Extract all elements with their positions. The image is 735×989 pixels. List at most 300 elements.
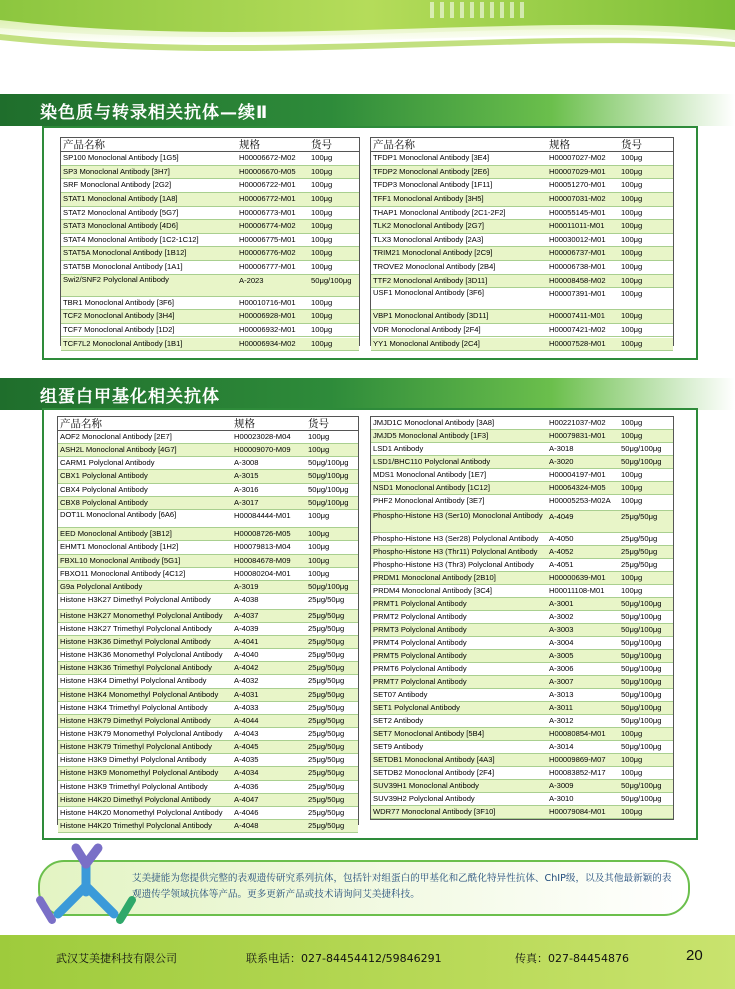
product-name: Phospho-Histone H3 (Thr3) Polyclonal Antibody bbox=[373, 559, 534, 569]
product-name: LSD1/BHC110 Polyclonal Antibody bbox=[373, 457, 491, 466]
table-row bbox=[371, 234, 673, 248]
catalog-no: 25μg/50μg bbox=[308, 610, 345, 620]
catalog-no: 25μg/50μg bbox=[308, 807, 345, 817]
spec: A-4045 bbox=[234, 742, 259, 752]
spec: A-3008 bbox=[234, 458, 259, 468]
spec: H00084678-M09 bbox=[234, 555, 291, 565]
table-row bbox=[61, 220, 359, 234]
spec: H00007411-M01 bbox=[549, 311, 606, 321]
product-name: JMJD1C Monoclonal Antibody [3A8] bbox=[373, 418, 495, 427]
table-row bbox=[371, 611, 673, 624]
product-name: TTF2 Monoclonal Antibody [3D11] bbox=[373, 275, 488, 285]
catalog-no: 50μg/100μg bbox=[308, 484, 349, 494]
spec: H00006722-M01 bbox=[239, 180, 296, 190]
product-name: Histone H3K79 Monomethyl Polyclonal Antibody bbox=[60, 728, 223, 738]
notice-text: 艾美捷能为您提供完整的表观遗传研究系列抗体，包括针对组蛋白的甲基化和乙酰化特异性抗体、ChIP级，以及其他最新颖的表观遗传学领域抗体等产品。更多更新产品或技术请询问艾美捷科技。 bbox=[132, 873, 672, 900]
catalog-no: 100μg bbox=[311, 338, 333, 348]
spec: H00030012-M01 bbox=[549, 234, 606, 244]
catalog-no: 25μg/50μg bbox=[621, 546, 658, 556]
catalog-no: 100μg bbox=[621, 728, 643, 738]
table-row bbox=[58, 807, 358, 820]
table-row bbox=[371, 598, 673, 611]
page-number: 20 bbox=[686, 947, 703, 964]
table-row bbox=[371, 637, 673, 650]
catalog-no: 50μg/100μg bbox=[308, 458, 349, 468]
product-name: Phospho-Histone H3 (Ser10) Monoclonal Antibody bbox=[373, 510, 543, 520]
product-name: VBP1 Monoclonal Antibody [3D11] bbox=[373, 311, 489, 321]
table-row bbox=[371, 702, 673, 715]
table-row bbox=[58, 528, 358, 541]
table-row bbox=[371, 663, 673, 676]
swoosh-banner-graphic bbox=[0, 0, 735, 62]
section-header-chromatin bbox=[0, 94, 735, 126]
catalog-no: 100μg bbox=[311, 324, 333, 334]
catalog-no: 50μg/100μg bbox=[621, 793, 662, 803]
catalog-no: 50μg/100μg bbox=[621, 676, 662, 686]
catalog-no: 25μg/50μg bbox=[621, 533, 658, 543]
header-spec: 规格 bbox=[549, 139, 570, 151]
spec: A-4037 bbox=[234, 610, 259, 620]
product-name: NSD1 Monoclonal Antibody [1C12] bbox=[373, 483, 490, 492]
product-name: PRMT1 Polyclonal Antibody bbox=[373, 598, 467, 608]
table-row bbox=[61, 166, 359, 180]
product-name: TCF7 Monoclonal Antibody [1D2] bbox=[63, 324, 175, 334]
table-row bbox=[371, 780, 673, 793]
spec: H00006773-M01 bbox=[239, 207, 296, 217]
product-name: CBX1 Polyclonal Antibody bbox=[60, 471, 148, 481]
table-row bbox=[371, 288, 673, 310]
spec: A-4052 bbox=[549, 546, 574, 556]
product-name: Histone H3K36 Monomethyl Polyclonal Antibody bbox=[60, 650, 223, 660]
product-name: PRMT7 Polyclonal Antibody bbox=[373, 676, 467, 686]
spec: H00221037-M02 bbox=[549, 418, 606, 427]
catalog-no: 100μg bbox=[621, 248, 643, 258]
spec: H00005253-M02A bbox=[549, 496, 611, 505]
catalog-no: 25μg/50μg bbox=[308, 650, 345, 660]
table-row bbox=[58, 649, 358, 662]
product-name: EED Monoclonal Antibody [3B12] bbox=[60, 529, 172, 539]
spec: H00008726-M05 bbox=[234, 529, 291, 539]
catalog-no: 25μg/50μg bbox=[308, 728, 345, 738]
product-name: THAP1 Monoclonal Antibody [2C1-2F2] bbox=[373, 207, 506, 217]
product-name: SP3 Monoclonal Antibody [3H7] bbox=[63, 166, 170, 176]
spec: H00007027-M02 bbox=[549, 153, 606, 162]
catalog-no: 50μg/100μg bbox=[621, 457, 662, 466]
table-row bbox=[371, 247, 673, 261]
product-name: CBX4 Polyclonal Antibody bbox=[60, 484, 148, 494]
spec: A-3010 bbox=[549, 793, 574, 803]
catalog-no: 50μg/100μg bbox=[621, 702, 662, 712]
product-name: Histone H3K27 Monomethyl Polyclonal Antibody bbox=[60, 610, 223, 620]
product-name: Histone H3K9 Dimethyl Polyclonal Antibody bbox=[60, 755, 207, 765]
table-row bbox=[58, 754, 358, 767]
table-row bbox=[371, 546, 673, 559]
catalog-no: 100μg bbox=[621, 338, 643, 348]
table-row bbox=[371, 417, 673, 430]
product-name: Histone H3K27 Dimethyl Polyclonal Antibody bbox=[60, 594, 211, 604]
product-name: STAT4 Monoclonal Antibody [1C2-1C12] bbox=[63, 234, 199, 244]
catalog-no: 100μg bbox=[311, 221, 333, 231]
table-row bbox=[371, 193, 673, 207]
spec: H00084444-M01 bbox=[234, 510, 291, 520]
catalog-no: 100μg bbox=[621, 311, 643, 321]
spec: H00007029-M01 bbox=[549, 166, 606, 176]
header-catalog-no: 货号 bbox=[311, 139, 332, 151]
table-row bbox=[371, 754, 673, 767]
header-product-name: 产品名称 bbox=[63, 139, 105, 151]
table-row bbox=[58, 444, 358, 457]
table-row bbox=[58, 568, 358, 581]
header-catalog-no: 货号 bbox=[621, 139, 642, 151]
spec: H00009869-M07 bbox=[549, 754, 606, 764]
table-row bbox=[58, 555, 358, 568]
spec: H00006928-M01 bbox=[239, 311, 296, 321]
header-catalog-no: 货号 bbox=[308, 418, 329, 430]
catalog-no: 100μg bbox=[621, 221, 643, 231]
table-row bbox=[58, 623, 358, 636]
spec: H00007528-M01 bbox=[549, 338, 606, 348]
spec: A-4041 bbox=[234, 636, 259, 646]
table-row bbox=[61, 234, 359, 248]
spec: A-4046 bbox=[234, 807, 259, 817]
product-name: TFDP3 Monoclonal Antibody [1F11] bbox=[373, 180, 493, 190]
table-row bbox=[371, 585, 673, 598]
catalog-no: 25μg/50μg bbox=[621, 511, 658, 521]
catalog-no: 100μg bbox=[311, 207, 333, 217]
header-banner bbox=[0, 0, 735, 62]
product-name: MDS1 Monoclonal Antibody [1E7] bbox=[373, 470, 487, 479]
catalog-no: 100μg bbox=[621, 275, 643, 285]
catalog-no: 25μg/50μg bbox=[308, 755, 345, 765]
table-row bbox=[58, 662, 358, 675]
table-row bbox=[371, 572, 673, 585]
product-table-left bbox=[60, 137, 360, 346]
product-name: TCF2 Monoclonal Antibody [3H4] bbox=[63, 311, 175, 321]
spec: A-4039 bbox=[234, 623, 259, 633]
product-name: WDR77 Monoclonal Antibody [3F10] bbox=[373, 806, 496, 816]
catalog-no: 100μg bbox=[308, 510, 330, 520]
table-row bbox=[371, 728, 673, 741]
spec: H00006672-M02 bbox=[239, 153, 296, 162]
catalog-no: 25μg/50μg bbox=[308, 676, 345, 686]
product-name: PRDM4 Monoclonal Antibody [3C4] bbox=[373, 585, 493, 595]
catalog-no: 100μg bbox=[621, 585, 643, 595]
catalog-no: 100μg bbox=[311, 234, 333, 244]
footer bbox=[0, 935, 735, 989]
product-name: TLX3 Monoclonal Antibody [2A3] bbox=[373, 234, 484, 244]
table-header bbox=[58, 417, 358, 431]
spec: A-3014 bbox=[549, 741, 574, 751]
catalog-no: 100μg bbox=[311, 311, 333, 321]
table-row bbox=[58, 470, 358, 483]
spec: H00064324-M05 bbox=[549, 483, 606, 492]
table-row bbox=[371, 310, 673, 324]
spec: A-4035 bbox=[234, 755, 259, 765]
catalog-no: 100μg bbox=[308, 529, 330, 539]
catalog-no: 50μg/100μg bbox=[621, 741, 662, 751]
product-name: AOF2 Monoclonal Antibody [2E7] bbox=[60, 432, 172, 441]
table-row bbox=[371, 430, 673, 443]
table-row bbox=[371, 179, 673, 193]
catalog-no: 100μg bbox=[311, 153, 333, 162]
table-row bbox=[61, 324, 359, 338]
table-row bbox=[58, 610, 358, 623]
catalog-no: 50μg/100μg bbox=[621, 663, 662, 673]
product-name: Histone H3K79 Dimethyl Polyclonal Antibody bbox=[60, 715, 211, 725]
product-name: CBX8 Polyclonal Antibody bbox=[60, 497, 148, 507]
spec: A-4043 bbox=[234, 728, 259, 738]
spec: A-3019 bbox=[234, 581, 259, 591]
spec: A-3004 bbox=[549, 637, 574, 647]
product-name: SETDB2 Monoclonal Antibody [2F4] bbox=[373, 767, 495, 777]
product-name: SET9 Antibody bbox=[373, 741, 424, 751]
catalog-no: 25μg/50μg bbox=[621, 559, 658, 569]
table-row bbox=[58, 457, 358, 470]
table-row bbox=[58, 675, 358, 688]
catalog-no: 50μg/100μg bbox=[308, 471, 349, 481]
spec: A-4036 bbox=[234, 781, 259, 791]
spec: A-3017 bbox=[234, 497, 259, 507]
section-title: 组蛋白甲基化相关抗体 bbox=[40, 387, 220, 407]
product-name: PRMT3 Polyclonal Antibody bbox=[373, 624, 467, 634]
catalog-no: 100μg bbox=[621, 754, 643, 764]
catalog-no: 100μg bbox=[621, 483, 643, 492]
spec: A-2023 bbox=[239, 275, 264, 285]
product-name: TFDP2 Monoclonal Antibody [2E6] bbox=[373, 166, 490, 176]
footer-fax: 传真：027-84454876 bbox=[515, 952, 629, 965]
catalog-no: 50μg/100μg bbox=[311, 275, 352, 285]
product-name: EHMT1 Monoclonal Antibody [1H2] bbox=[60, 542, 179, 552]
table-row bbox=[371, 511, 673, 533]
catalog-no: 25μg/50μg bbox=[308, 742, 345, 752]
catalog-no: 25μg/50μg bbox=[308, 794, 345, 804]
table-row bbox=[371, 152, 673, 166]
table-row bbox=[371, 166, 673, 180]
spec: H00007391-M01 bbox=[549, 289, 606, 299]
catalog-no: 100μg bbox=[311, 297, 333, 307]
product-name: STAT2 Monoclonal Antibody [5G7] bbox=[63, 207, 179, 217]
table-row bbox=[371, 624, 673, 637]
spec: A-3020 bbox=[549, 457, 574, 466]
table-row bbox=[61, 338, 359, 352]
table-row bbox=[61, 207, 359, 221]
spec: H00007031-M02 bbox=[549, 193, 606, 203]
product-name: PRDM1 Monoclonal Antibody [2B10] bbox=[373, 572, 496, 582]
spec: H00006670-M05 bbox=[239, 166, 296, 176]
catalog-no: 100μg bbox=[311, 166, 333, 176]
product-name: SP100 Monoclonal Antibody [1G5] bbox=[63, 153, 179, 162]
catalog-no: 100μg bbox=[621, 418, 643, 427]
spec: H00051270-M01 bbox=[549, 180, 606, 190]
table-row bbox=[371, 767, 673, 780]
table-header bbox=[371, 138, 673, 152]
spec: A-4040 bbox=[234, 650, 259, 660]
table-row bbox=[371, 741, 673, 754]
header-spec: 规格 bbox=[234, 418, 255, 430]
table-row bbox=[371, 275, 673, 289]
product-name: ASH2L Monoclonal Antibody [4G7] bbox=[60, 445, 177, 455]
product-name: FBXO11 Monoclonal Antibody [4C12] bbox=[60, 568, 186, 578]
catalog-no: 100μg bbox=[621, 289, 643, 299]
catalog-no: 100μg bbox=[621, 153, 643, 162]
spec: H00006775-M01 bbox=[239, 234, 296, 244]
table-row bbox=[371, 456, 673, 469]
product-name: Histone H3K9 Trimethyl Polyclonal Antibody bbox=[60, 781, 208, 791]
spec: A-3006 bbox=[549, 663, 574, 673]
product-name: TRIM21 Monoclonal Antibody [2C9] bbox=[373, 248, 493, 258]
table-row bbox=[58, 728, 358, 741]
footer-company: 武汉艾美捷科技有限公司 bbox=[56, 952, 177, 965]
table-row bbox=[58, 794, 358, 807]
table-row bbox=[58, 636, 358, 649]
product-name: TCF7L2 Monoclonal Antibody [1B1] bbox=[63, 338, 183, 348]
product-name: PHF2 Monoclonal Antibody [3E7] bbox=[373, 496, 485, 505]
product-name: DOT1L Monoclonal Antibody [6A6] bbox=[60, 509, 177, 519]
table-row bbox=[58, 781, 358, 794]
catalog-no: 50μg/100μg bbox=[621, 689, 662, 699]
table-row bbox=[371, 220, 673, 234]
product-name: Histone H3K79 Trimethyl Polyclonal Antibody bbox=[60, 742, 212, 752]
product-name: Swi2/SNF2 Polyclonal Antibody bbox=[63, 274, 169, 284]
spec: H00080854-M01 bbox=[549, 728, 606, 738]
catalog-no: 100μg bbox=[621, 767, 643, 777]
product-name: SETDB1 Monoclonal Antibody [4A3] bbox=[373, 754, 495, 764]
catalog-no: 50μg/100μg bbox=[621, 650, 662, 660]
table-row bbox=[61, 247, 359, 261]
product-name: TROVE2 Monoclonal Antibody [2B4] bbox=[373, 262, 496, 272]
spec: A-4032 bbox=[234, 676, 259, 686]
catalog-no: 25μg/50μg bbox=[308, 781, 345, 791]
product-name: USF1 Monoclonal Antibody [3F6] bbox=[373, 288, 485, 298]
table-row bbox=[58, 581, 358, 594]
catalog-no: 100μg bbox=[621, 166, 643, 176]
catalog-no: 50μg/100μg bbox=[308, 497, 349, 507]
catalog-no: 100μg bbox=[311, 262, 333, 272]
spec: A-3003 bbox=[549, 624, 574, 634]
spec: H00004197-M01 bbox=[549, 470, 606, 479]
catalog-no: 100μg bbox=[311, 248, 333, 258]
spec: A-4042 bbox=[234, 663, 259, 673]
catalog-no: 100μg bbox=[621, 496, 643, 505]
product-name: SUV39H2 Polyclonal Antibody bbox=[373, 793, 475, 803]
product-name: Histone H3K4 Monomethyl Polyclonal Antibody bbox=[60, 689, 219, 699]
spec: A-4034 bbox=[234, 768, 259, 778]
spec: A-3013 bbox=[549, 689, 574, 699]
product-name: Histone H4K20 Trimethyl Polyclonal Antibody bbox=[60, 820, 212, 830]
product-name: PRMT5 Polyclonal Antibody bbox=[373, 650, 467, 660]
table-row bbox=[58, 431, 358, 444]
catalog-no: 100μg bbox=[621, 572, 643, 582]
spec: H00006774-M02 bbox=[239, 221, 296, 231]
catalog-no: 100μg bbox=[621, 193, 643, 203]
spec: H00010716-M01 bbox=[239, 297, 296, 307]
catalog-no: 100μg bbox=[308, 432, 330, 441]
spec: H00083852-M17 bbox=[549, 767, 606, 777]
footer-phone: 联系电话：027-84454412/59846291 bbox=[246, 952, 442, 965]
product-name: STAT5A Monoclonal Antibody [1B12] bbox=[63, 248, 187, 258]
table-row bbox=[58, 510, 358, 528]
catalog-no: 50μg/100μg bbox=[308, 581, 349, 591]
catalog-no: 25μg/50μg bbox=[308, 663, 345, 673]
catalog-no: 100μg bbox=[621, 431, 643, 440]
product-name: Histone H3K36 Dimethyl Polyclonal Antibody bbox=[60, 636, 211, 646]
catalog-no: 100μg bbox=[621, 207, 643, 217]
table-row bbox=[371, 676, 673, 689]
product-name: TLK2 Monoclonal Antibody [2G7] bbox=[373, 221, 485, 231]
spec: A-3011 bbox=[549, 702, 573, 712]
spec: A-3002 bbox=[549, 611, 574, 621]
spec: H00008458-M02 bbox=[549, 275, 606, 285]
table-row bbox=[61, 261, 359, 275]
catalog-no: 25μg/50μg bbox=[308, 820, 345, 830]
table-row bbox=[58, 594, 358, 610]
spec: H00006772-M01 bbox=[239, 193, 296, 203]
spec: A-4038 bbox=[234, 594, 259, 604]
product-table-right bbox=[370, 137, 674, 346]
spec: A-4051 bbox=[549, 559, 574, 569]
spec: A-4031 bbox=[234, 689, 259, 699]
catalog-no: 25μg/50μg bbox=[308, 636, 345, 646]
spec: A-3018 bbox=[549, 444, 574, 453]
product-name: PRMT6 Polyclonal Antibody bbox=[373, 663, 467, 673]
product-name: PRMT2 Polyclonal Antibody bbox=[373, 611, 467, 621]
catalog-no: 100μg bbox=[311, 180, 333, 190]
section-header-histone-methylation bbox=[0, 378, 735, 410]
catalog-no: 50μg/100μg bbox=[621, 780, 662, 790]
catalog-no: 50μg/100μg bbox=[621, 598, 662, 608]
product-name: PRMT4 Polyclonal Antibody bbox=[373, 637, 467, 647]
product-name: SET2 Antibody bbox=[373, 715, 424, 725]
catalog-no: 50μg/100μg bbox=[621, 611, 662, 621]
catalog-no: 50μg/100μg bbox=[621, 624, 662, 634]
catalog-no: 100μg bbox=[308, 445, 330, 455]
table-row bbox=[58, 484, 358, 497]
product-name: Histone H3K4 Dimethyl Polyclonal Antibody bbox=[60, 676, 207, 686]
product-name: VDR Monoclonal Antibody [2F4] bbox=[373, 324, 481, 334]
spec: H00009070-M09 bbox=[234, 445, 291, 455]
catalog-no: 100μg bbox=[308, 555, 330, 565]
spec: A-4044 bbox=[234, 715, 259, 725]
product-name: YY1 Monoclonal Antibody [2C4] bbox=[373, 338, 480, 348]
product-name: SET07 Antibody bbox=[373, 689, 428, 699]
product-table-right bbox=[370, 416, 674, 820]
table-row bbox=[371, 650, 673, 663]
antibody-icon bbox=[28, 830, 138, 930]
catalog-no: 25μg/50μg bbox=[308, 623, 345, 633]
catalog-no: 50μg/100μg bbox=[621, 715, 662, 725]
catalog-no: 25μg/50μg bbox=[308, 768, 345, 778]
table-row bbox=[371, 559, 673, 572]
spec: H00011108-M01 bbox=[549, 585, 605, 595]
spec: A-4050 bbox=[549, 533, 574, 543]
product-name: Histone H4K20 Monomethyl Polyclonal Antibody bbox=[60, 807, 223, 817]
table-row bbox=[371, 261, 673, 275]
product-name: CARM1 Polyclonal Antibody bbox=[60, 458, 155, 468]
product-name: TFDP1 Monoclonal Antibody [3E4] bbox=[373, 153, 490, 162]
spec: H00079084-M01 bbox=[549, 806, 606, 816]
catalog-no: 100μg bbox=[621, 262, 643, 272]
table-row bbox=[371, 324, 673, 338]
product-name: Histone H3K27 Trimethyl Polyclonal Antibody bbox=[60, 623, 212, 633]
table-row bbox=[58, 497, 358, 510]
catalog-no: 100μg bbox=[621, 470, 643, 479]
catalog-no: 25μg/50μg bbox=[308, 702, 345, 712]
spec: A-4033 bbox=[234, 702, 259, 712]
table-header bbox=[61, 138, 359, 152]
catalog-no: 100μg bbox=[621, 806, 643, 816]
spec: H00080204-M01 bbox=[234, 568, 291, 578]
table-row bbox=[371, 715, 673, 728]
